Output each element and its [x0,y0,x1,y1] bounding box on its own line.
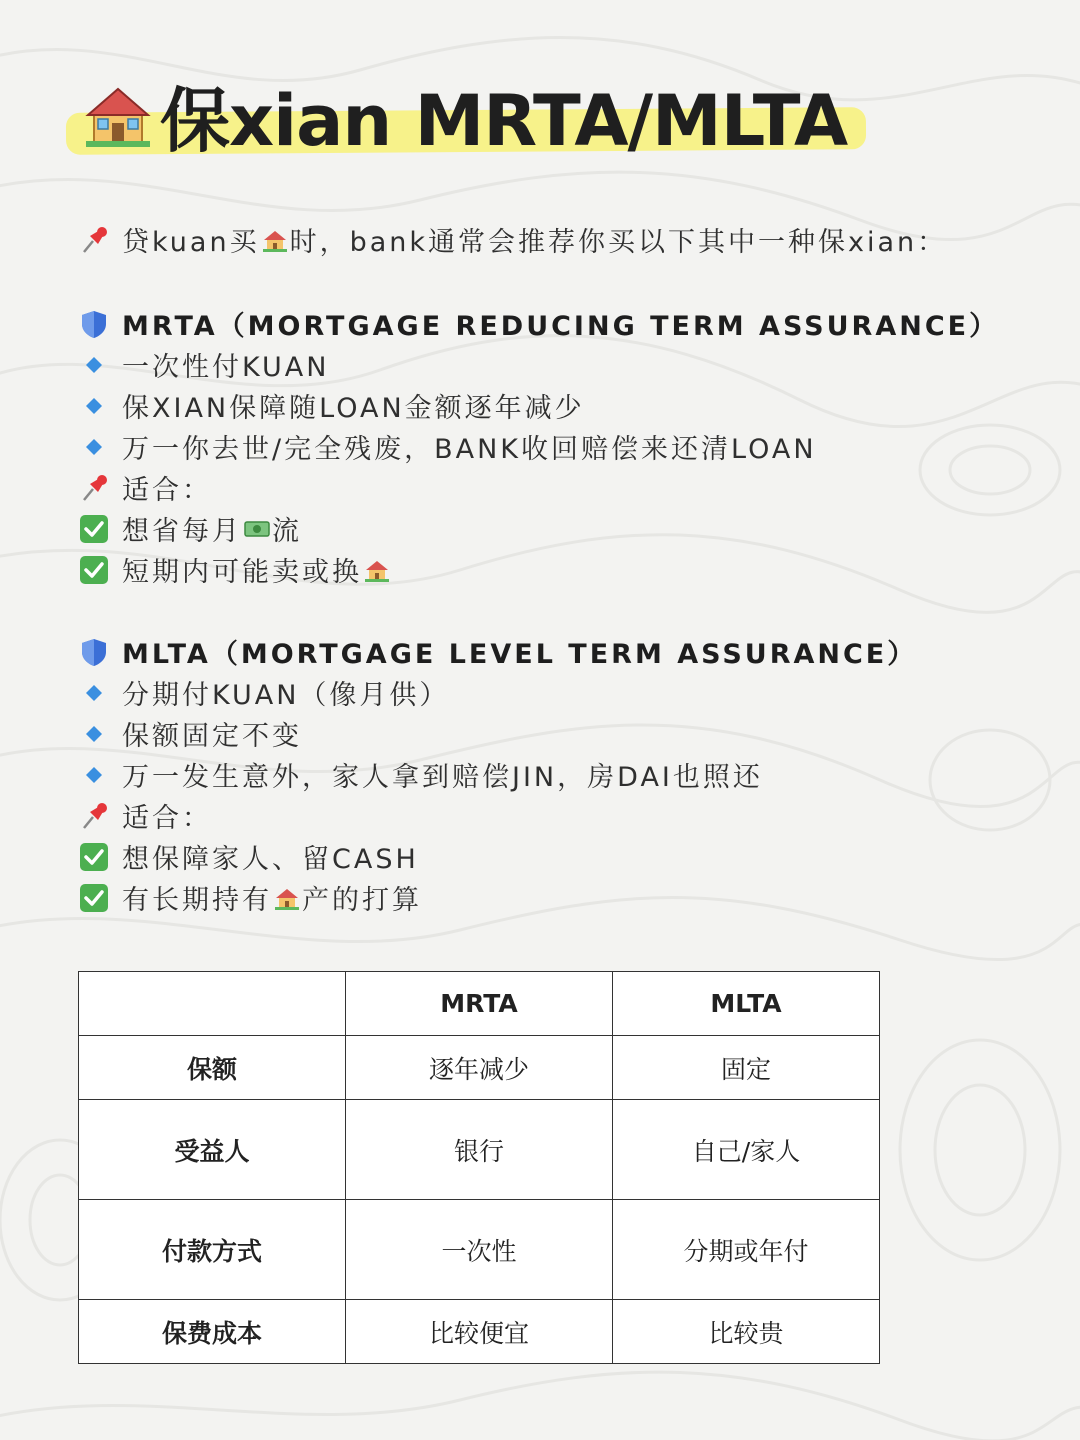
money-emoji-icon [244,516,270,542]
mrta-bullet-3-text: 万一你去世/完全残废，BANK收回赔偿来还清LOAN [122,434,817,465]
title-text: 保xian MRTA/MLTA [160,79,848,162]
mlta-suit-2-text-b: 产的打算 [302,885,422,916]
intro-text-part2: 时，bank通常会推荐你买以下其中一种保xian： [289,227,948,258]
mrta-bullet-1 [78,345,329,384]
mrta-bullet-2-text: 保XIAN保障随LOAN金额逐年减少 [122,393,585,424]
mrta-heading-text: MRTA（MORTGAGE REDUCING TERM ASSURANCE） [122,311,1000,342]
mlta-suit-1 [78,837,419,876]
blue-diamond-icon [78,431,110,463]
table-cell: 一次性 [346,1200,613,1300]
pushpin-icon [78,224,110,256]
house-emoji-icon [274,885,300,911]
mlta-bullet-3-text: 万一发生意外，家人拿到赔偿JIN，房DAI也照还 [122,762,763,793]
blue-diamond-icon [78,349,110,381]
table-row [79,1100,880,1200]
check-mark-icon [78,882,110,914]
intro-line [78,220,947,259]
mlta-suit-label [78,796,212,835]
mrta-suit-1 [78,509,302,548]
blue-diamond-icon [78,390,110,422]
table-header-cell: MRTA [346,972,613,1036]
mlta-heading-text: MLTA（MORTGAGE LEVEL TERM ASSURANCE） [122,639,918,670]
table-row-header: 保费成本 [79,1300,346,1364]
house-emoji-icon [262,227,288,253]
house-emoji-icon [82,79,154,151]
mlta-bullet-1-text: 分期付KUAN（像月供） [122,680,450,711]
shield-icon [78,308,110,340]
pushpin-icon [78,472,110,504]
table-cell: 分期或年付 [613,1200,880,1300]
mrta-suit-1-text-a: 想省每月 [122,516,242,547]
mrta-bullet-1-text: 一次性付KUAN [122,352,330,383]
table-cell: 比较便宜 [346,1300,613,1364]
mrta-suit-2-text: 短期内可能卖或换 [122,557,362,588]
check-mark-icon [78,841,110,873]
mlta-bullet-2 [78,714,302,753]
table-cell: 自己/家人 [613,1100,880,1200]
table-row [79,1300,880,1364]
table-row [79,1200,880,1300]
mrta-heading [78,304,999,343]
mrta-bullet-2 [78,386,585,425]
page-title [82,70,847,160]
blue-diamond-icon [78,677,110,709]
mrta-suit-label [78,468,212,507]
table-header-cell [79,972,346,1036]
mrta-suit-1-text-b: 流 [272,516,302,547]
mrta-suit-2 [78,550,392,589]
comparison-table [78,971,880,1364]
mlta-bullet-1 [78,673,449,712]
intro-text-part1: 贷kuan买 [122,227,260,258]
table-row [79,1036,880,1100]
table-row-header: 受益人 [79,1100,346,1200]
check-mark-icon [78,554,110,586]
mrta-bullet-3 [78,427,817,466]
mlta-suit-2 [78,878,422,917]
mlta-bullet-3 [78,755,763,794]
table-cell: 银行 [346,1100,613,1200]
shield-icon [78,636,110,668]
check-mark-icon [78,513,110,545]
pushpin-icon [78,800,110,832]
blue-diamond-icon [78,718,110,750]
table-cell: 逐年减少 [346,1036,613,1100]
mlta-suit-label-text: 适合： [122,803,212,834]
table-cell: 比较贵 [613,1300,880,1364]
mlta-suit-1-text: 想保障家人、留CASH [122,844,419,875]
table-row-header: 保额 [79,1036,346,1100]
table-header-row [79,972,880,1036]
house-emoji-icon [364,557,390,583]
mlta-bullet-2-text: 保额固定不变 [122,721,302,752]
mlta-heading [78,632,917,671]
mlta-suit-2-text-a: 有长期持有 [122,885,272,916]
table-cell: 固定 [613,1036,880,1100]
table-header-cell: MLTA [613,972,880,1036]
table-row-header: 付款方式 [79,1200,346,1300]
blue-diamond-icon [78,759,110,791]
mrta-suit-label-text: 适合： [122,475,212,506]
